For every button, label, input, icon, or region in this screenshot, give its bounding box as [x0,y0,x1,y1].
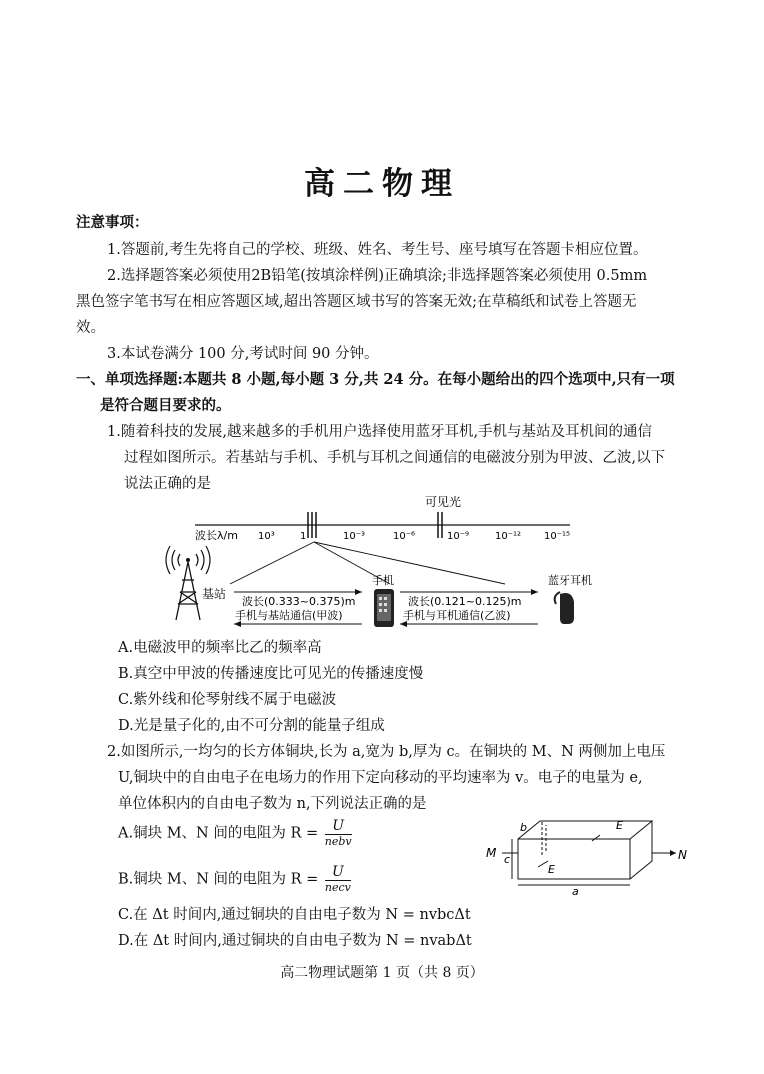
notice-item-1: 1.答题前,考生先将自己的学校、班级、姓名、考生号、座号填写在答题卡相应位置。 [107,242,648,258]
phone-icon [374,589,394,627]
q2-copper-block-figure [480,815,700,900]
fraction-numerator: U [325,818,352,835]
q1-option-d: D.光是量子化的,由不可分割的能量子组成 [118,718,385,734]
field-line-top [592,835,600,841]
q2-option-b [118,864,351,895]
q2-stem-line-3: 单位体积内的自由电子数为 n,下列说法正确的是 [118,796,427,812]
label-a: a [572,885,579,898]
tick-label: 10⁻⁶ [393,531,416,542]
q1-option-c: C.紫外线和伦琴射线不属于电磁波 [118,692,337,708]
q2-option-a-fraction [325,818,352,849]
q1-stem-line-2: 过程如图所示。若基站与手机、手机与耳机之间通信的电磁波分别为甲波、乙波,以下 [124,450,666,466]
q2-option-a-text: A.铜块 M、N 间的电阻为 R = [118,825,319,842]
q1-spectrum-figure [150,492,620,637]
notice-item-3: 3.本试卷满分 100 分,考试时间 90 分钟。 [107,346,379,362]
tower-icon [166,546,210,620]
q2-option-b-fraction [325,864,351,895]
block-top-face [518,821,652,839]
block-front-face [518,839,630,879]
zoom-line [314,542,505,584]
arrow-n-icon [670,850,676,856]
tick-label: 10³ [258,531,275,542]
q1-option-a: A.电磁波甲的频率比乙的频率高 [118,640,322,656]
tick-label: 10⁻¹² [495,531,522,542]
notice-item-2-line-2: 黑色签字笔书写在相应答题区域,超出答题区域书写的答案无效;在草稿纸和试卷上答题无 [76,294,637,310]
q2-stem-line-1: 2.如图所示,一均匀的长方体铜块,长为 a,宽为 b,厚为 c。在铜块的 M、N 两侧加上电压 [107,744,666,760]
wave2-range: 波长(0.121~0.125)m [408,595,522,608]
field-line-bottom [538,861,548,867]
earphone-label: 蓝牙耳机 [548,574,592,587]
q2-option-d: D.在 Δt 时间内,通过铜块的自由电子数为 N = nvabΔt [118,933,472,949]
tick-label: 10⁻³ [343,531,366,542]
label-n: N [678,848,687,862]
q1-option-b: B.真空中甲波的传播速度比可见光的传播速度慢 [118,666,424,682]
q2-option-b-text: B.铜块 M、N 间的电阻为 R = [118,871,319,888]
page-title: 高二物理 [304,166,460,202]
q1-stem-line-1: 1.随着科技的发展,越来越多的手机用户选择使用蓝牙耳机,手机与基站及耳机间的通信 [107,424,653,440]
tick-label: 10⁻¹⁵ [544,531,571,542]
q2-option-c: C.在 Δt 时间内,通过铜块的自由电子数为 N = nvbcΔt [118,907,471,923]
phone-label: 手机 [372,574,394,587]
tick-label: 10⁻⁹ [447,531,470,542]
arrow-head-icon [355,589,362,595]
page-footer: 高二物理试题第 1 页（共 8 页） [280,965,484,981]
q2-stem-line-2: U,铜块中的自由电子在电场力的作用下定向移动的平均速率为 v。电子的电量为 e, [118,770,643,786]
zoom-line [230,542,314,584]
visible-light-label: 可见光 [425,495,462,509]
q2-option-a [118,818,352,849]
label-e-bottom: E [548,863,555,876]
section1-heading-line-2: 是符合题目要求的。 [100,397,231,414]
label-e-top: E [616,819,623,832]
section1-heading-line-1: 一、单项选择题:本题共 8 小题,每小题 3 分,共 24 分。在每小题给出的四个选项中,只有一项 [76,371,675,388]
label-c: c [504,853,511,866]
axis-label: 波长λ/m [195,529,238,542]
tick-label: 1 [300,531,307,542]
wave2-desc: 手机与耳机通信(乙波) [403,609,511,622]
label-b: b [520,821,527,834]
label-m: M [486,846,497,860]
notice-heading: 注意事项： [76,214,149,231]
fraction-denominator: necv [324,881,351,894]
wave1-range: 波长(0.333~0.375)m [242,595,356,608]
station-label: 基站 [202,587,227,601]
notice-item-2-line-3: 效。 [76,320,105,336]
notice-item-2-line-1: 2.选择题答案必须使用2B铅笔(按填涂样例)正确填涂;非选择题答案必须使用 0.5mm [107,268,648,284]
q1-stem-line-3: 说法正确的是 [124,476,211,492]
wave1-desc: 手机与基站通信(甲波) [235,609,343,622]
fraction-denominator: nebv [324,835,352,848]
arrow-head-icon [531,589,538,595]
earphone-icon [555,592,574,624]
fraction-numerator: U [325,864,351,881]
